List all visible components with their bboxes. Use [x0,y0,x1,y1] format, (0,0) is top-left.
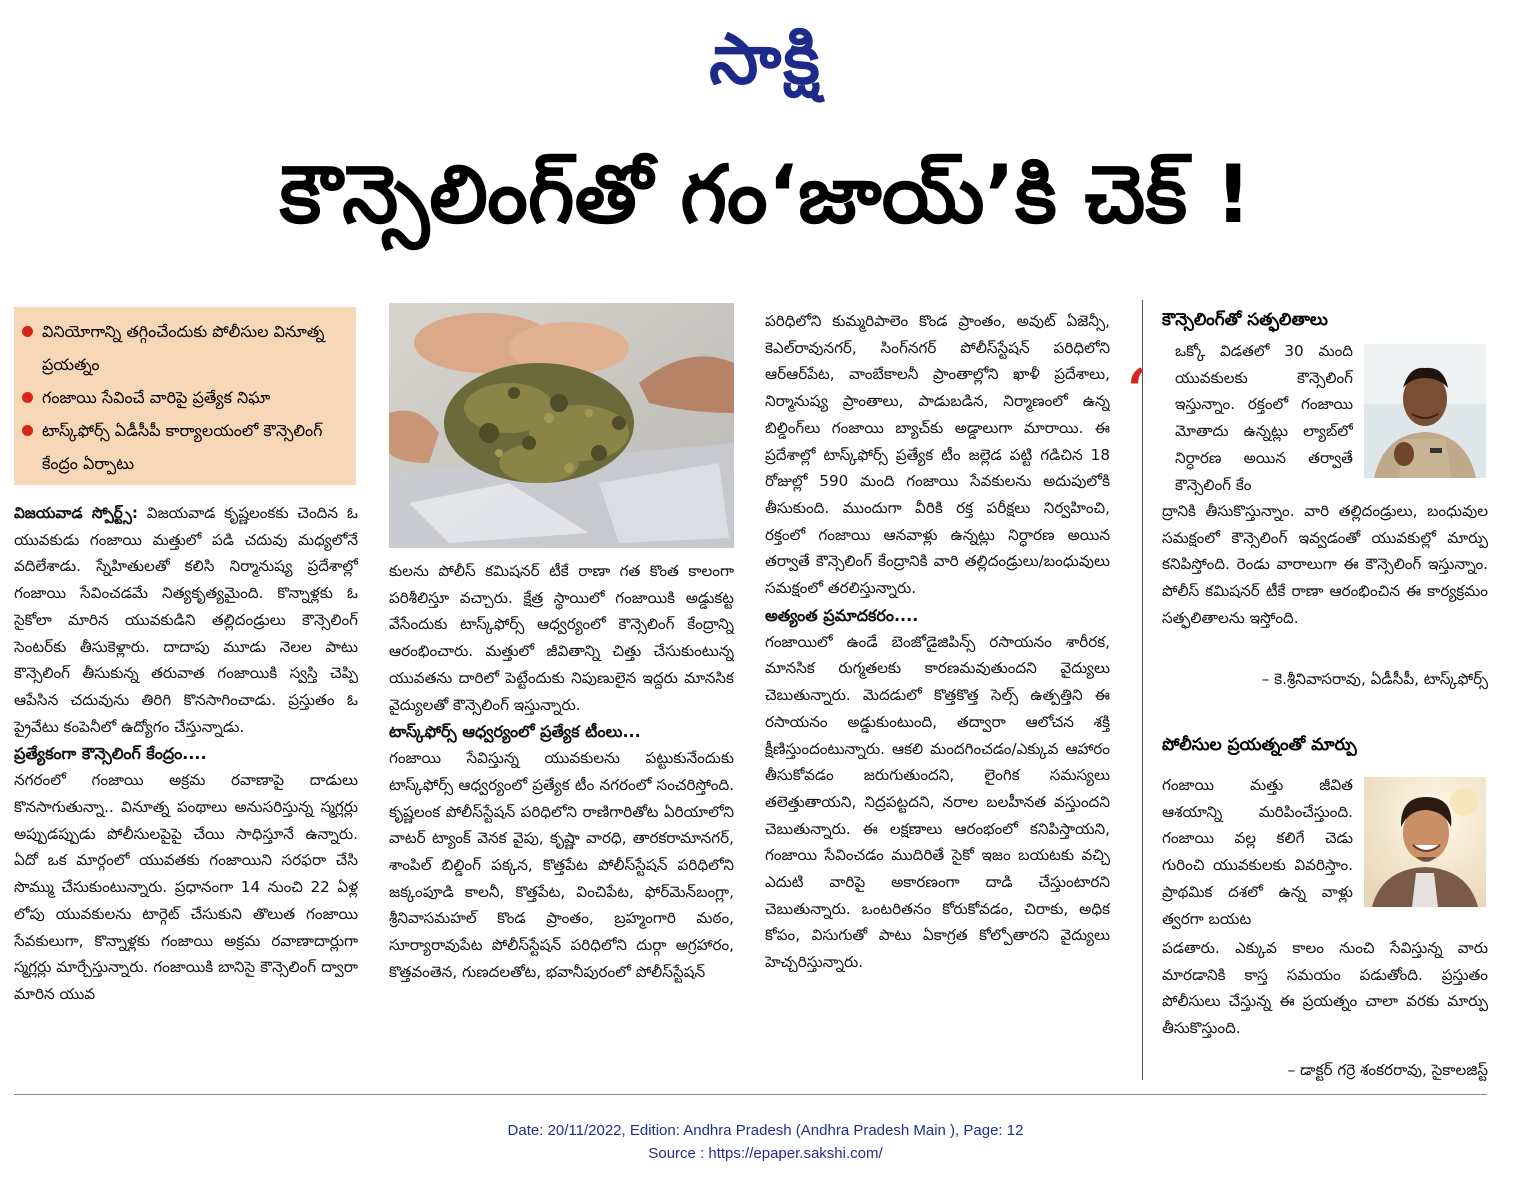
footer-date-line: Date: 20/11/2022, Edition: Andhra Pradesh (Andhra Pradesh Main ), Page: 12 [507,1122,1024,1139]
highlight-item [22,414,356,480]
article-paragraph: గంజాయిలో ఉండే బెంజోడైజిపిన్స్ రసాయనం శారీరక, మానసిక రుగ్మతలకు కారణమవుతుందని వైద్యులు చెబుతున్నారు. మెదడులో కొత్తకొత్త సెల్స్ ఉత్పత్తిని ఈ రసాయనం అడ్డుకుంటుంది, తద్వారా ఆలోచన శక్తి క్షీణిస్తుందంటున్నారు. ఆకలి మందగించడం/ఎక్కువ ఆహారం తీసుకోవడం జరుగుతుందని, లైంగిక సమస్యలు తలెత్తుతాయని, నిద్రపట్టదని, నరాల బలహీనత వస్తుందని చెబుతున్నారు. ఈ లక్షణాలు ఆరంభంలో కనిపిస్తాయని, గంజాయి సేవించడం ముదిరితే సైకో ఇజం బయటకు వచ్చి ఎదుటి వారిపై అకారణంగా దాడి చేస్తుంటారని చెబుతున్నారు. ఒంటరితనం కోరుకోవడం, చిరాకు, అధిక కోపం, విసుగుతో పాటు ఏకాగ్రత కోల్పోతారని వైద్యులు హెచ్చరిస్తున్నారు. [765,632,1110,972]
box2-title: పోలీసుల ప్రయత్నంతో మార్పు [1162,735,1357,755]
subheading: అత్యంత ప్రమాదకరం.... [765,605,919,625]
box2-attribution: – డాక్టర్ గర్రె శంకరరావు, సైకాలజిస్ట్ [1287,1061,1488,1079]
bullet-icon [22,425,33,436]
article-paragraph: నగరంలో గంజాయి అక్రమ రవాణాపై దాడులు కొనసాగుతున్నా.. వినూత్న పంథాలు అనుసరిస్తున్న స్మగ్లర్లు అప్పుడప్పుడు పోలీసులపైపై చేయి సాధిస్తూనే ఉన్నారు. ఏదో ఒక మార్గంలో యువతకు గంజాయిని సరఫరా చేసి సొమ్ము చేసుకుంటున్నారు. ప్రధానంగా 14 నుంచి 22 ఏళ్ల లోపు యువకులను టార్గెట్ చేసుకుని తొలుత గంజాయి సేవకులుగా, కొన్నాళ్లకు గంజాయి అక్రమ రవాణాదార్లుగా స్మగ్లర్లు మార్చేస్తున్నారు. గంజాయికి బానిసై కౌన్సెలింగ్ ద్వారా మారిన యువ [14,771,358,1003]
page-bottom-rule [14,1094,1487,1095]
box1-attribution: – కె.శ్రీనివాసరావు, ఏడీసీపీ, టాస్క్‌ఫోర్స్ [1261,670,1488,688]
highlight-text: గంజాయి సేవించే వారిపై ప్రత్యేక నిఘా [42,388,271,407]
article-paragraph: విజయవాడ స్పోర్ట్స్: విజయవాడ కృష్ణలంకకు చెందిన ఓ యువకుడు గంజాయి మత్తులో పడి చదువు మధ్యలోనే వదిలేశాడు. స్నేహితులతో కలిసి నిర్మానుష్య ప్రదేశాల్లో గంజాయి సేవించడమే నిత్యకృత్యమైంది. కొన్నాళ్లకు ఓ సైకోలా మారిన యువకుడిని తల్లిదండ్రులు కౌన్సెలింగ్ సెంటర్‌కు తీసుకెళ్లారు. దాదాపు మూడు నెలల పాటు కౌన్సెలింగ్ తీసుకున్న తరువాత గంజాయికి స్వస్తి చెప్పి ఆపేసిన చదువును తిరిగి కొనసాగించాడు. ప్రస్తుతం ఓ ప్రైవేటు కంపెనీలో ఉద్యోగం చేస్తున్నాడు. [14,504,358,736]
article-column-3 [765,308,1110,1080]
box2-text-narrow: గంజాయి మత్తు జీవిత ఆశయాన్ని మరిపించేస్తుంది. గంజాయి వల్ల కలిగే చెడు గురించి యువకులకు వివరిస్తాం. ప్రాథమిక దశలో ఉన్న వాళ్లు త్వరగా బయట [1162,776,1353,928]
box2-text-wide: పడతారు. ఎక్కువ కాలం నుంచి సేవిస్తున్న వారు మారడానికి కాస్త సమయం పడుతోంది. ప్రస్తుతం పోలీసులు చేస్తున్న ఈ ప్రయత్నం చాలా వరకు మార్పు తీసుకొస్తుంది. [1162,939,1488,1038]
article-paragraph: గంజాయి సేవిస్తున్న యువకులను పట్టుకునేందుకు టాస్క్‌ఫోర్స్ ఆధ్వర్యంలో ప్రత్యేక టీం నగరంలో సంచరిస్తోంది. కృష్ణలంక పోలీస్‌స్టేషన్ పరిధిలోని రాణిగారితోట ఏరియాలోని వాటర్ ట్యాంక్ వెనక వైపు, కృష్ణా వారధి, తారకరామానగర్, శాంపిల్ బిల్డింగ్ పక్కన, కొత్తపేట పోలీస్‌స్టేషన్ పరిధిలోని జక్కంపూడి కాలనీ, కొత్తపేట, వించిపేట, ఫోర్‌మెన్‌బంగ్లా, శ్రీనివాసమహల్ కొండ ప్రాంతం, బ్రహ్మంగారి మఠం, సూర్యారావుపేట పోలీస్‌స్టేషన్ పరిధిలోని దుర్గా అగ్రహారం, కొత్తవంతెన, గుణదలతోట, భవానీపురంలో పోలీస్‌స్టేషన్ [389,749,734,981]
bullet-icon [22,392,33,403]
psychologist-photo [1364,777,1486,907]
article-paragraph: పరిధిలోని కుమ్మరిపాలెం కొండ ప్రాంతం, అవుట్ ఏజెన్సీ, కెఎల్‌రావునగర్, సింగ్‌నగర్ పోలీస్‌స్టేషన్ పరిధిలోని ఆర్‌ఆర్‌పేట, వాంబేకాలనీ ప్రాంతాల్లోని ఖాళీ ప్రదేశాలు, నిర్మానుష్య ప్రాంతాలు, పాడుబడిన, నిర్మాణంలో ఉన్న బిల్డింగ్‌లు గంజాయి బ్యాచ్‌కు అడ్డాలుగా మారాయి. ఈ ప్రదేశాల్లో టాస్క్‌ఫోర్స్ ప్రత్యేక టీం జల్లెడ పట్టి గడిచిన 18 రోజుల్లో 590 మంది గంజాయి సేవకులను అదుపులోకి తీసుకుంది. ముందుగా వీరికి రక్త పరీక్షలు నిర్వహించి, రక్తంలో గంజాయి ఆనవాళ్లు ఉన్నట్లు నిర్ధారణ అయిన తర్వాతే కౌన్సెలింగ్ కేంద్రానికి వారి తల్లిదండ్రులు/బంధువులు సమక్షంలో తరలిస్తున్నారు. [765,312,1110,598]
article-column-2 [389,558,734,1080]
officer-photo [1364,344,1486,478]
box1-title: కౌన్సెలింగ్‌తో సత్ఫలితాలు [1162,310,1328,330]
quote-mark-icon: ‘ [1127,357,1147,423]
box1-text-narrow: ఒక్కో విడతలో 30 మంది యువకులకు కౌన్సెలింగ్ ఇస్తున్నాం. రక్తంలో గంజాయి మోతాదు ఉన్నట్లు ల్యాబ్‌లో నిర్ధారణ అయిన తర్వాతే కౌన్సెలింగ్ కేం [1175,342,1353,494]
sakshi-logo: సాక్షి [709,18,822,100]
article-paragraph: కులను పోలీస్ కమిషనర్ టీకే రాణా గత కొంత కాలంగా పరిశీలిస్తూ వచ్చారు. క్షేత్ర స్థాయిలో గంజాయికి అడ్డుకట్ట వేసేందుకు టాస్క్‌ఫోర్స్ ఆధ్వర్యంలో కౌన్సెలింగ్ కేంద్రాన్ని ఆరంభించారు. మత్తులో జీవితాన్ని చిత్తు చేసుకుంటున్న యువతను దారిలో పెట్టేందుకు నిపుణులైన ఇద్దరు మానసిక వైద్యులతో కౌన్సెలింగ్ ఇస్తున్నారు. [389,562,734,714]
dateline: విజయవాడ స్పోర్ట్స్: [14,504,138,522]
bullet-icon [22,326,33,337]
subheading: టాస్క్‌ఫోర్స్ ఆధ్వర్యంలో ప్రత్యేక టీంలు... [389,722,641,742]
footer-source-link[interactable]: Source : https://epaper.sakshi.com/ [648,1145,883,1162]
headline: కౌన్సెలింగ్‌తో గం‘జాయ్’కి చెక్ ! [279,148,1252,241]
highlight-item [22,315,356,381]
article-column-1 [14,500,358,1080]
masthead [0,14,1531,104]
highlight-text: వినియోగాన్ని తగ్గించేందుకు పోలీసుల వినూత్న ప్రయత్నం [42,322,325,374]
highlights-box [14,307,356,485]
subheading: ప్రత్యేకంగా కౌన్సెలింగ్ కేంద్రం.... [14,744,207,764]
highlight-item [22,381,356,414]
highlight-text: టాస్క్‌ఫోర్స్ ఏడీసీపీ కార్యాలయంలో కౌన్సెలింగ్ కేంద్రం ఏర్పాటు [42,421,323,473]
box1-text-wide: ద్రానికి తీసుకొస్తున్నాం. వారి తల్లిదండ్రులు, బంధువుల సమక్షంలో కౌన్సెలింగ్ ఇవ్వడంతో యువకుల్లో మార్పు కనిపిస్తోంది. రెండు వారాలుగా ఈ కౌన్సెలింగ్ ఇస్తున్నాం. పోలీస్ కమిషనర్ టీకే రాణా ఆరంభించిన ఈ కార్యక్రమం సత్ఫలితాలను ఇస్తోంది. [1162,502,1488,627]
ganja-photo [389,303,734,548]
